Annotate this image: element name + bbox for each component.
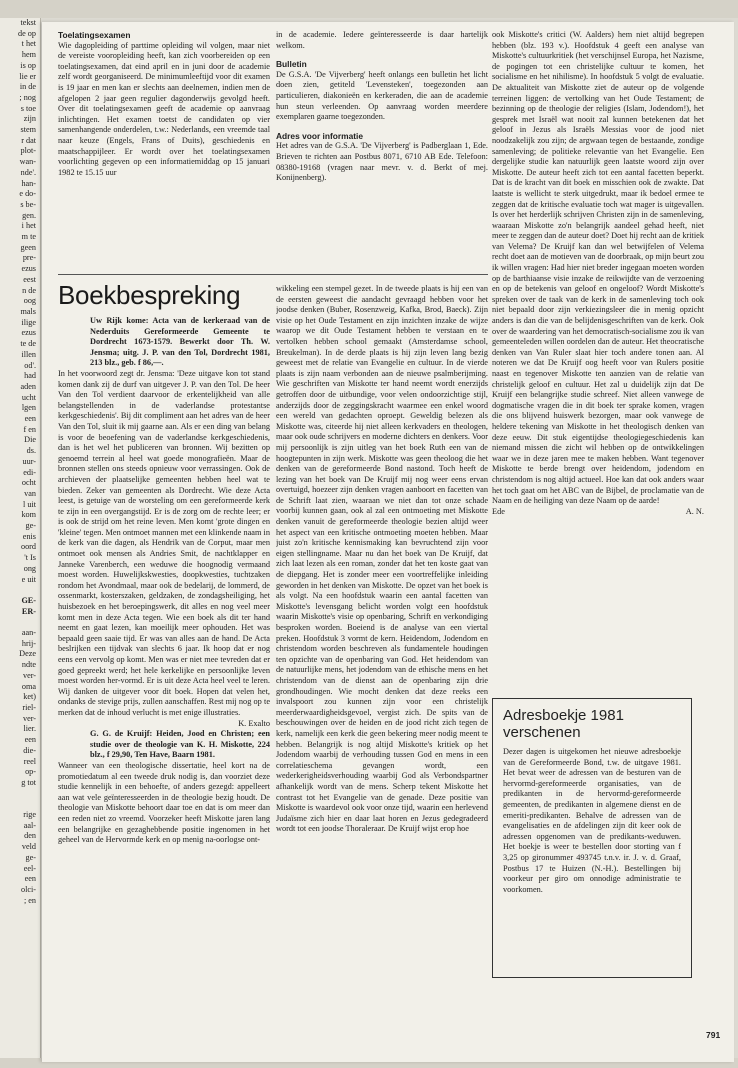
left-page-fragment: de op bbox=[18, 28, 36, 38]
left-page-fragment: hrij- bbox=[21, 638, 36, 648]
left-page-fragment: n de bbox=[22, 285, 36, 295]
left-page-fragment: t het bbox=[21, 39, 36, 49]
left-page-fragment bbox=[0, 789, 40, 800]
left-page-fragment: een bbox=[24, 414, 36, 424]
left-page-fragment: in de bbox=[19, 82, 36, 92]
left-page-fragment: ds. bbox=[26, 446, 36, 456]
left-page-fragment: eel- bbox=[23, 863, 36, 873]
heading-adres: Adres voor informatie bbox=[276, 130, 364, 141]
left-page-fragment bbox=[0, 617, 40, 628]
heading-bulletin: Bulletin bbox=[276, 59, 307, 70]
review-2-text: Wanneer van een theologische dissertatie, heel kort na de promotiedatum al een tweede druk nodig is, dan voorziet deze studie kennelijk in een behoefte, of anders gezegd: appelleert aan wat vele geïnteresseerden in de theologie bezig houdt. De theologie van Miskotte behoort daar toe en dat is om meer dan een reden niet zo vreemd. Voorzeker heeft Miskotte jaren lang een belangrijke en gezaghebbende positie ingenomen in het geheel van de Hervormde kerk en op menig na-oorlogse ont- bbox=[58, 760, 270, 845]
review-2-signature bbox=[492, 507, 704, 518]
left-page-fragment: tekst bbox=[20, 18, 36, 27]
adresboekje-box bbox=[492, 698, 692, 978]
heading-toelatingsexamen: Toelatingsexamen bbox=[58, 30, 131, 40]
left-page-fragment: eest bbox=[23, 274, 36, 284]
left-page-fragment: 't Is bbox=[24, 553, 36, 563]
left-page-fragment: wan- bbox=[19, 157, 36, 167]
left-page-fragment: ilige bbox=[21, 317, 36, 327]
left-page-fragment: ocht bbox=[21, 478, 36, 488]
section-title: Boekbespreking bbox=[58, 280, 241, 310]
left-page-fragment: hem bbox=[21, 50, 36, 60]
left-page-fragment: mals bbox=[20, 306, 36, 316]
box-text: Dezer dagen is uitgekomen het nieuwe adresboekje van de Gereformeerde Bond, t.w. de uitgave 1981. Het bevat weer de adressen van de besturen van de hervormd-gereformeerde organisaties, van de predikanten in de hervormd-gereformeerde gemeenten, de predikanten in algemene dienst en de emeriti-predikanten. Behalve de adressen van de evangelisaties en de afdelingen zijn dit keer ook de adressen opgenomen van de predikants-weduwen. Het boekje is weer te bestellen door storting van f 3,25 op gironummer 493745 t.n.v. ir. J. v. d. Graaf, Postbus 17 te Huizen (N.-H.). Bestellingen bij voorkeur per giro om onnodige administratie te voorkomen. bbox=[503, 747, 681, 894]
review-2-text-end: ook Miskotte's critici (W. Aalders) hem niet altijd begrepen hebben (blz. 193 v.). Hoofdstuk 4 geeft een analyse van Miskotte's cultuurkritiek (het verschijnsel Europa, het Nazisme, de pogingen tot een christelijke cultuur te komen, het socialisme en het nihilisme). In hoofdstuk 5 volgt de evaluatie. De aktualiteit van Miskotte ziet de auteur op de volgende terreinen liggen: de vertolking van het Oude Testament; de bezinning op de theologie der religies (Islam, Jodendom!), het gesprek met Israël wat nooit zal kunnen betekenen dat het geloof in Jezus als Israëls Messias voor de jood niet noodzakelijk zou zijn; de argwaan tegen de bestaande, zondige samenleving; de politieke relevantie van het Evangelie. Een dergelijke studie kan natuurlijk geen laatste woord zijn over Miskotte. De auteur heeft zich tot een aantal facetten beperkt. Dat is de kracht van dit boek en misschien ook de zwakte. Dat laatste is wellicht te sterk uitgedrukt, maar ik bedoel ermee te zeggen dat de kritische evaluatie toch wat mager is uitgevallen. Is over het herderlijk schrijven Christen zijn in de samenleving, waaraan Miskotte zo'n belangrijk aandeel gehad heeft, niet meer te zeggen dan de auteur doet? Doet hij recht aan de kritiek van Velema? De Kruijf kan dan wel betwijfelen of Velema recht doet aan de motieven van de doorbraak, op mijn beurt zou ik willen vragen: Had hier niet breder ingegaan moeten worden op de barthiaanse visie inzake de reikwijdte van de verzoening en op de betekenis van geloof en ongeloof? Wordt Miskotte's spreken over de taak van de kerk in de samenleving toch ook niet bepaald door zijn verkiezingsleer die in menig opzicht anders is dan die van de belijdenisgeschriften van de kerk. Ook over de waardering van het democratisch-socialisme zou ik van gemeenteleden willen oordelen dan de auteur. Het theocratische denken van Van Ruler slaat hier toch andere tonen aan. Al noteren we dat De Kruijf oog heeft voor van Rulers positie naast en tegenover Miskotte ten aanzien van de relatie van christelijk geloof en cultuur. Het zal u duidelijk zijn dat De Kruijf een belangrijke studie schreef. Niet alleen vanwege de dogmatische vragen die in dit boek ter sprake komen, vragen die ons blijvend huiswerk bezorgen, maar ook vanwege de heldere tekening van Miskotte in het theologisch denken van deze eeuw. Dit stuk eigentijdse theologiegeschiedenis kan niemand missen die zicht wil hebben op de ontwikkelingen waar we in deze jaren mee te maken hebben. Want tegenover Miskotte te berde brengt over heidendom, jodendom en christendom is nog altijd actueel. Hoe kan dat ook anders waar het toch gaat om het ABC van de Bijbel, de proclamatie van de Naam en de heiliging van deze Naam op de aarde! bbox=[492, 30, 704, 506]
left-page-fragment: ge- bbox=[25, 852, 36, 862]
left-page-fragment: een bbox=[24, 735, 36, 745]
left-page-fragment: lgen bbox=[21, 403, 36, 413]
left-page-fragment: m te bbox=[21, 232, 36, 242]
left-page-fragment: een bbox=[24, 874, 36, 884]
left-page-fragment: nde'. bbox=[20, 167, 36, 177]
left-page-fragment: riel- bbox=[22, 703, 36, 712]
left-page-fragment: s toe bbox=[20, 103, 36, 113]
left-page-fragment: GE- bbox=[21, 595, 36, 605]
left-page-fragment: rige bbox=[23, 810, 36, 820]
box-title: Adresboekje 1981 verschenen bbox=[503, 707, 624, 741]
left-page-fragment: had bbox=[24, 371, 36, 381]
left-page-fragment: g tot bbox=[21, 777, 36, 787]
left-page-fragment: ver- bbox=[22, 670, 36, 680]
review-1-signature: K. Exalto bbox=[238, 718, 270, 728]
left-page-fragment: han- bbox=[21, 178, 36, 188]
left-page-fragment: e uit bbox=[21, 574, 36, 584]
text-adres: Het adres van de G.S.A. 'De Vijverberg' is Padberglaan 1, Ede. Brieven te richten aan Postbus 8071, 6710 AB Ede. Telefoon: 08380-19168 (vragen naar mevr. v. d. Berkt of mej. Konijnenberg). bbox=[276, 141, 488, 183]
column-2-review bbox=[276, 284, 488, 1048]
left-page-fragment bbox=[0, 799, 40, 810]
review-2-text-cont: wikkeling een stempel gezet. In de tweede plaats is hij een van de eersten geweest die aandacht gevraagd hebben voor het joodse denken (Buber, Rosenzweig, Kafka, Brod, Baeck). Zijn visie op het Oude Testament en zijn inzichten inzake de wijze waarop we dit Oude Testament hebben te verstaan en te vertolken hebben school gemaakt (Amsterdamse school, Breukelman). In de derde plaats is hij zijn leven lang bezig geweest met de relatie van Evangelie en cultuur. In de vierde plaats is zijn naam verbonden aan de nieuwe psalmberijming. Wie geschriften van Miskotte ter hand neemt wordt enerzijds getroffen door de uitbundige, voor velen ondoorzichtige stijl, anderzijds door de zeggingskracht waarmee een enkel woord een wereld van gedachten oproept. Geweldig belezen als Miskotte was, citeerde hij niet alleen kerkvaders en theologen, maar ook oude schrijvers en moderne dichters en denkers. Voor mij persoonlijk is zijn uitleg van het boek Ruth een van de hoogtepunten in zijn werk. Miskotte was geen theoloog die het denken van de gereformeerde Bond nastond. Toch heeft de lezing van het boek van De Kruijf mij nog weer eens ervan overtuigd, hoezeer zijn denken vragen aanboort en facetten van de Schrift laat zien, waaraan we niet dan tot onze schade voorbij kunnen gaan, ook al zal een ontmoeting met Miskotte denken vanuit de gereformeerde theologie bezien altijd weer het aspect van een kritische ontmoeting moeten hebben. Maar juist zo'n kritische kennismaking kan bevruchtend zijn voor eigen stellingname. Maar nu dan het boek van De Kruijf, dat zich laat lezen als een roman, zonder dat het ten koste gaat van de diepgang. Het is zonder meer een voortreffelijke inleiding geworden in het denken van Miskotte. De opzet van het boek is als volgt. Na een hoofdstuk waarin een aantal facetten van Miskotte's levensgang belicht worden volgt een hoofdstuk waarin Miskotte's visie op openbaring, Schrift en verkondiging besproken worden. Boeiend is de analyse van een viertal preken. Hoofdstuk 3 vormt de kern. Heidendom, Jodendom en christendom worden beschreven als fundamentele houdingen ten opzichte van de openbaring van God. Het heidendom van de natuurlijke mens, het jodendom van de ethische mens en het christendom van de dienst aan de openbaring zijn drie grondhoudingen. Wie mocht denken dat deze reeks een invalspoort zou kunnen zijn voor een christelijk meerderwaardigheidsgevoel, vergist zich. De spits van de beschouwingen over de heiden en de jood richt zich tegen de kerk, namelijk een kerk die geen bekering meer nodig meent te hebben. Belangrijk is nog altijd Miskotte's kritiek op het Jodendom waarbij de verhouding tussen God en mens in een correlatieschema gevangen wordt, een wederkerigheidsverhouding waarbij God als Verbondspartner afhankelijk wordt van de mens. Scherp tekent Miskotte het contrast tot het Evangelie van de genade. Deze positie van Miskotte is waardevol ook voor onze tijd, waarin een herlevend Judaïsme zich hier en daar laat horen en Jezus gedegradeerd wordt tot een joodse Thoraleraar. De Kruijf wijst erop hoe bbox=[276, 284, 488, 834]
signature-initials: A. N. bbox=[685, 506, 704, 516]
left-page-fragment: ezus bbox=[21, 264, 36, 274]
text-bulletin: De G.S.A. 'De Vijverberg' heeft onlangs een bulletin het licht doen zien, getiteld 'Levensteken', toegezonden aan particulieren, diakonieën en kerkeraden, die aan de academie hun steun verleenden. Op aanvraag worden meerdere exemplaren gaarne toegezonden. bbox=[276, 69, 488, 122]
page-number: 791 bbox=[706, 1030, 721, 1040]
left-page-fragment: kom bbox=[21, 510, 36, 520]
magazine-page bbox=[42, 22, 734, 1062]
left-page-fragment: zijn bbox=[23, 114, 36, 124]
left-page-fragment: od'. bbox=[24, 360, 36, 370]
column-1-review bbox=[58, 316, 270, 1046]
left-page-fragment: ong bbox=[23, 563, 36, 573]
left-page-fragment: olci- bbox=[20, 884, 36, 894]
left-page-fragment: oord bbox=[20, 542, 36, 552]
text-academie: in de academie. Iedere geïnteresseerde is daar hartelijk welkom. bbox=[276, 30, 488, 50]
left-page-fragment: ER- bbox=[21, 606, 36, 616]
left-page-fragment: ezus bbox=[21, 328, 36, 338]
left-page-fragment: veld bbox=[21, 842, 36, 852]
left-page-fragment: illen bbox=[21, 349, 36, 359]
left-page-fragment bbox=[0, 585, 40, 596]
left-page-fragment: s be- bbox=[20, 199, 36, 209]
left-page-fragment: ; nog bbox=[19, 92, 36, 102]
left-page-fragment: die- bbox=[23, 745, 36, 755]
left-page-fragment: ket) bbox=[23, 692, 36, 702]
signature-place: Ede bbox=[492, 506, 505, 516]
left-page-fragment: Deze bbox=[19, 649, 36, 659]
left-page-fragment: ndte bbox=[21, 660, 36, 670]
left-page-margin bbox=[0, 18, 41, 1058]
review-1-text: In het voorwoord zegt dr. Jensma: 'Deze uitgave kon tot stand komen dank zij de durf van uitgever J. P. van den Tol. De heer Van den Tol verdient daarvoor de erkentelijkheid van alle belangstellenden in de vaderlandse protestantse kerkgeschiedenis'. Bij dit compliment aan het adres van de heer Van den Tol, sluit ik mij gaarne aan. Als er een ding van belang is voor de beoefening van de vaderlandse kerkgeschiedenis, dan is het wel het publiceren van bronnen. Wij bezitten op genoemd terrein al heel wat goede monografieën. Maar de bronnen stellen ons steeds opnieuw voor verrassingen. Ook de archieven der plaatselijke gemeenten hebben heel wat te bieden. Zeker van gemeenten als Dordrecht. Wie deze Acta leest, is getuige van de worsteling om een gereformeerde kerk te zijn in een overgangstijd. Er is de zorg om de rechte leer; er is ook de strijd om het reine leven. Men komt 'grote dingen en 'kleine' tegen. Men ontmoet mannen met een klinkende naam in de kerk van die dagen, als Hendrik van de Corput, maar men ontmoet ook mensen als Andries Smit, de nachtklapper en Janneke Varenberch, een weduwe die hoognodig vermaand moest worden. Huwelijkskwesties, doopkwesties, tuchtzaken rondom het Avondmaal, maar ook de bedelarij, de lommerd, de ossenmarkt, kosterszaken, geldzaken, de zondagsheiliging, het huisbezoek en het beroepingswerk, dit alles en nog veel meer komt men in deze Acta tegen. Wie een boek als dit ter hand neemt en gaat lezen, kan moeilijk meer ophouden. Het was bepaald geen saaie tijd. Er was van alles aan de hand. De Acta beslrijken een tijdvak van slechts 6 jaar. Ik hoop dat er nog eens een vervolg op komt. Men was er niet mee tevreden dat er goed gepreekt werd; het hele kerkelijke en persoonlijke leven moest worden her-vormd. Er is uit deze Acta heel veel te leren. Wij danken de uitgever voor dit boek. Hopen dat velen het, ondanks de stevige prijs, zullen aanschaffen. Rest mij nog op te merken dat de inhoud verlucht is met enige illustraties. bbox=[58, 368, 270, 717]
left-page-fragment: aan- bbox=[21, 628, 36, 638]
column-3-review bbox=[492, 30, 704, 682]
left-page-fragment: f en bbox=[23, 424, 36, 434]
left-page-fragment: r dat bbox=[21, 135, 36, 145]
left-page-fragment: gen. bbox=[22, 210, 36, 220]
left-page-fragment: i het bbox=[21, 221, 36, 231]
text-toelatingsexamen: Wie dagopleiding of parttime opleiding wil volgen, maar niet de vereiste vooropleiding heeft, kan zich voorbereiden op een toelatingsexamen, dat eind april en in juni door de academie zelf wordt georganiseerd. De minimumleeftijd voor dit examen is 19 jaar en men kan er slechts aan deelnemen, indien men de afgelopen 2 jaar geen regulier dagonderwijs gevolgd heeft. Over dit toelatingsexamen geeft de academie op aanvraag inlichtingen. Het examen toetst de candidaten op vier samenhangende onderdelen, t.w.: Nederlands, een vreemde taal naar keuze (Engels, Frans of Duits), geschiedenis en maatschappijleer. Er wordt over het toelatingsexamen voorlichting gegeven op een informatiemiddag op 15 januari 1982 te 15.15 uur bbox=[58, 40, 270, 177]
left-page-fragment: ver- bbox=[22, 713, 36, 723]
left-page-fragment: enis bbox=[22, 531, 36, 541]
left-page-fragment: oma bbox=[21, 681, 36, 691]
column-2-top bbox=[276, 30, 488, 266]
left-page-fragment: l uit bbox=[23, 499, 36, 509]
left-page-fragment: reel bbox=[23, 756, 36, 766]
left-page-fragment: stem bbox=[20, 125, 36, 135]
review-1-heading: Uw Rijk kome: Acta van de kerkeraad van de Nederduits Gereformeerde Gemeente te Dordrecht 1673-1579. Bewerkt door Th. W. Jensma; uitg. J. P. van den Tol, Dordrecht 1981, 213 blz., geb. f 86,—. bbox=[90, 316, 270, 368]
column-1-top bbox=[58, 30, 270, 266]
left-page-fragment: lie er bbox=[19, 71, 36, 81]
left-page-fragment: Die bbox=[24, 435, 36, 445]
left-page-fragment: edi- bbox=[23, 467, 36, 477]
left-page-fragment: plot- bbox=[20, 146, 36, 156]
left-page-fragment: pre- bbox=[22, 253, 36, 263]
scan-top-edge bbox=[0, 0, 738, 18]
left-page-fragment: oog bbox=[23, 296, 36, 306]
left-page-fragment: ucht bbox=[21, 392, 36, 402]
left-page-fragment: e do- bbox=[19, 189, 36, 199]
left-page-fragment: te de bbox=[20, 339, 36, 349]
left-page-fragment: van bbox=[24, 488, 36, 498]
left-page-fragment: op- bbox=[25, 767, 36, 777]
left-page-fragment: aal- bbox=[23, 820, 36, 830]
left-page-fragment: den bbox=[24, 831, 36, 841]
section-rule bbox=[58, 274, 488, 275]
left-page-fragment: lier. bbox=[23, 724, 36, 734]
left-page-fragment: ge- bbox=[25, 521, 36, 531]
left-page-fragment: aden bbox=[20, 381, 36, 391]
left-page-fragment: uur- bbox=[22, 456, 36, 466]
left-page-fragment: ; en bbox=[23, 895, 36, 905]
left-page-fragment: geen bbox=[20, 242, 36, 252]
left-page-fragment: is op bbox=[20, 60, 36, 70]
review-2-heading: G. G. de Kruijf: Heiden, Jood en Christen; een studie over de theologie van K. H. Miskotte, 224 blz., f 29,90, Ten Have, Baarn 1981. bbox=[90, 729, 270, 760]
